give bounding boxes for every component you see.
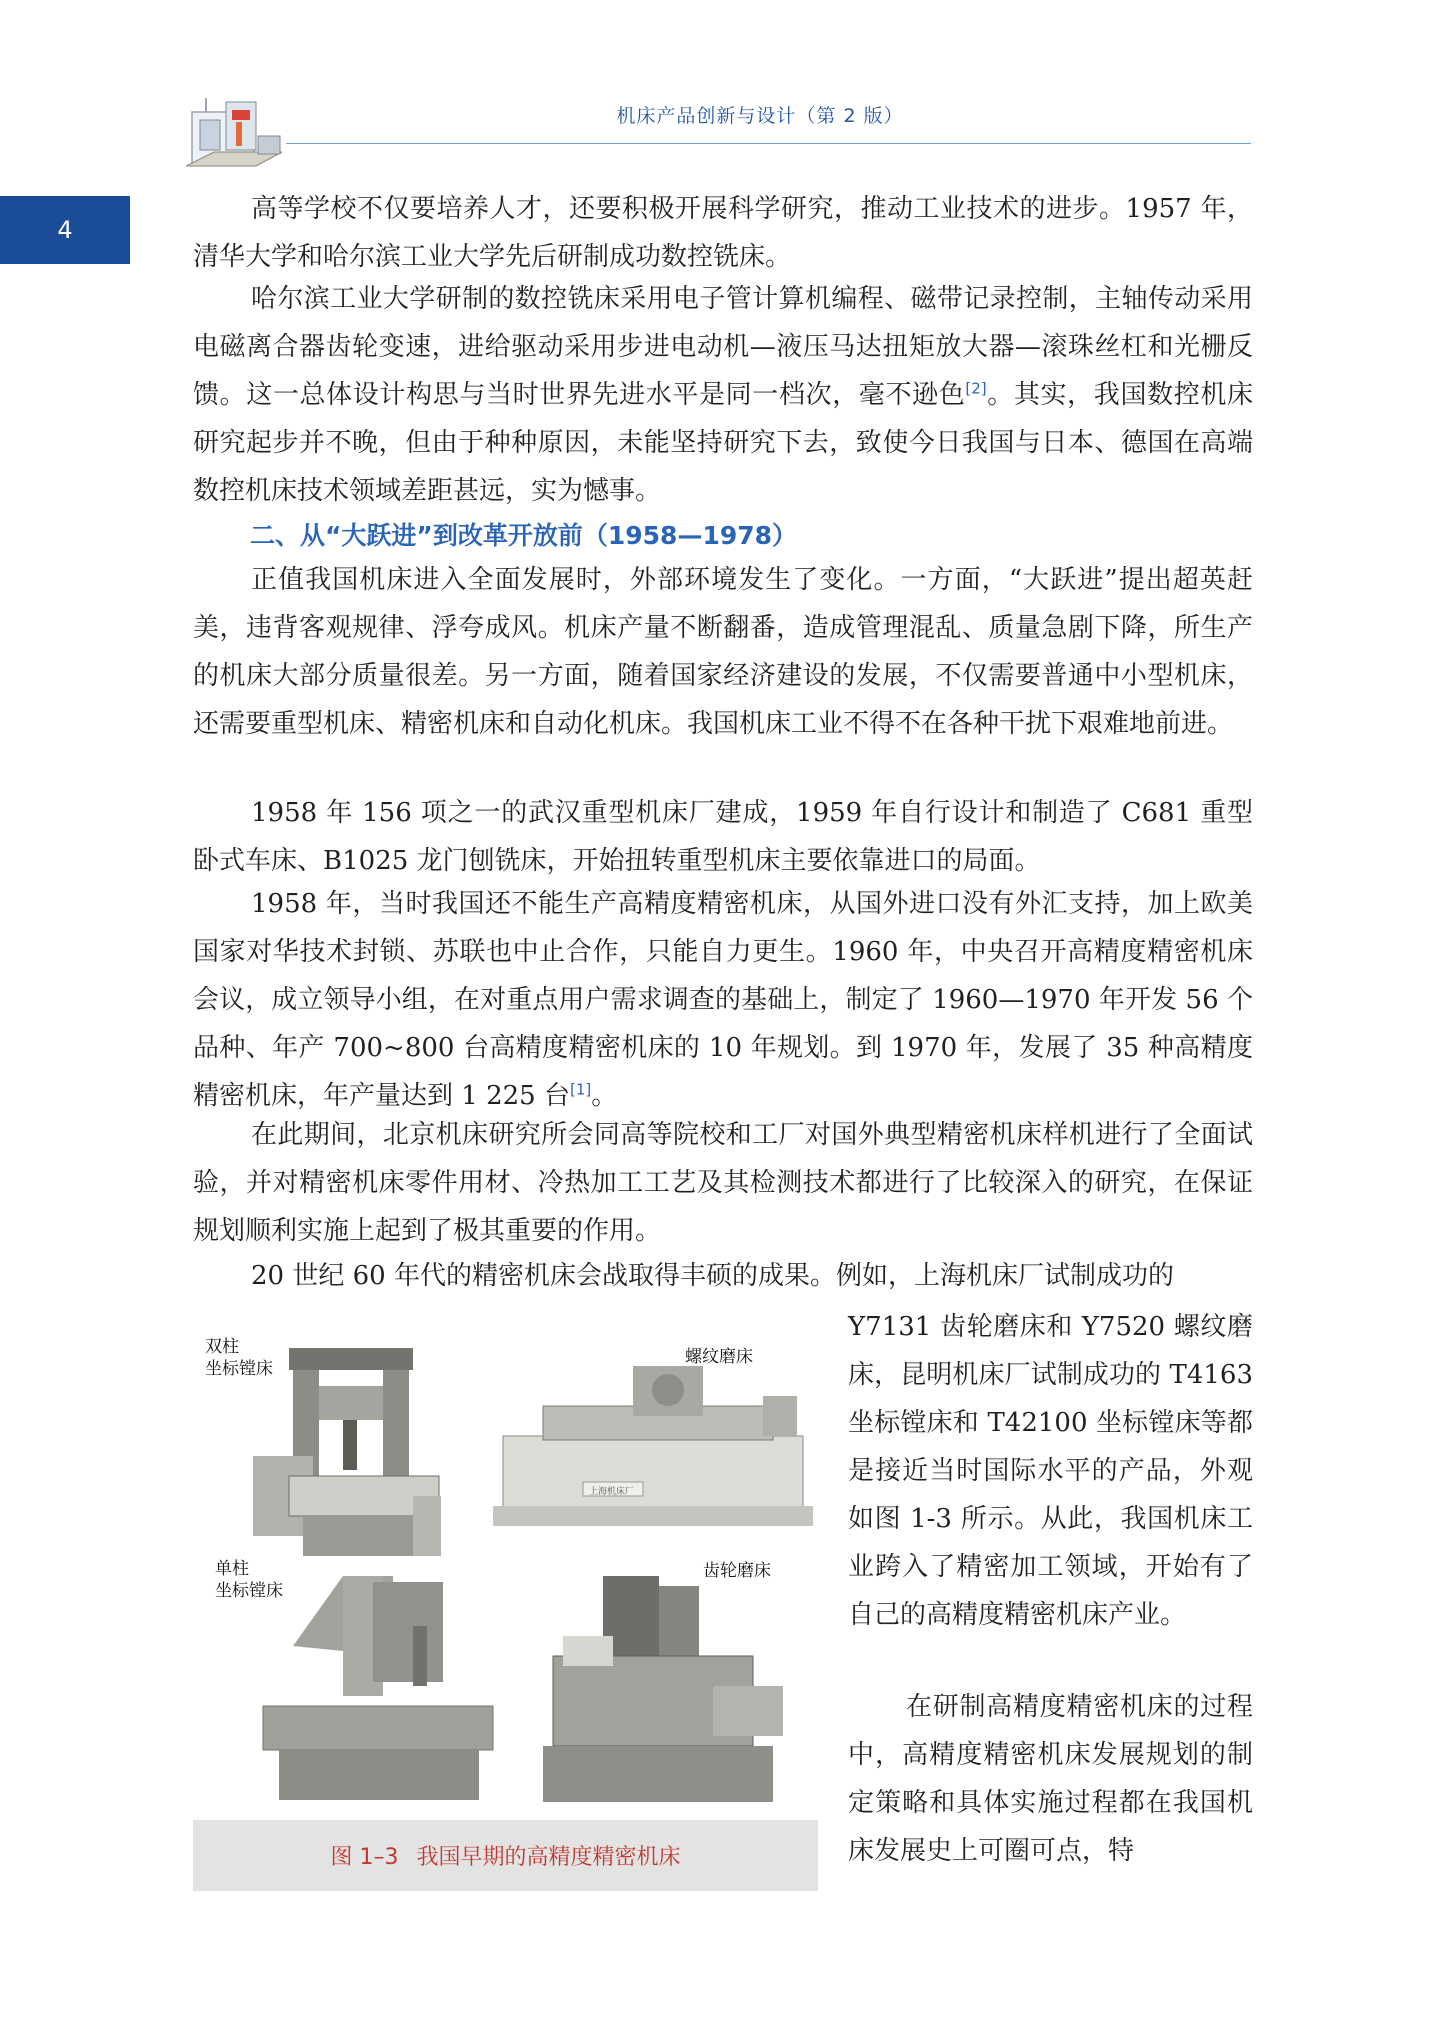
figure-caption-text: 我国早期的高精度精密机床 [416, 1845, 681, 1870]
paragraph-4: 1958 年 156 项之一的武汉重型机床厂建成，1959 年自行设计和制造了 C681 重型卧式车床、B1025 龙门刨铣床，开始扭转重型机床主要依靠进口的局面。 [193, 798, 1253, 876]
label-gear-grinder: 齿轮磨床 [703, 1561, 771, 1581]
header-divider [286, 143, 1251, 144]
paragraph-1: 高等学校不仅要培养人才，还要积极开展科学研究，推动工业技术的进步。1957 年，清华大学和哈尔滨工业大学先后研制成功数控铣床。 [193, 194, 1253, 272]
paragraph-2 [193, 275, 1253, 515]
paragraph-5-tail: 。 [591, 1081, 618, 1111]
paragraph-7-side: Y7131 齿轮磨床和 Y7520 螺纹磨床，昆明机床厂试制成功的 T4163 坐标镗床和 T42100 坐标镗床等都是接近当时国际水平的产品，外观如图 1-3 所示。从此，我国机床工业跨入了精密加工领域，开始有了自己的高精度精密机床产业。 [848, 1312, 1253, 1630]
machine-nameplate: 上海机床厂 [589, 1487, 635, 1497]
paragraph-2-text: 哈尔滨工业大学研制的数控铣床采用电子管计算机编程、磁带记录控制，主轴传动采用电磁离合器齿轮变速，进给驱动采用步进电动机—液压马达扭矩放大器—滚珠丝杠和光栅反馈。这一总体设计构思与当时世界先进水平是同一档次，毫不逊色 [193, 284, 1253, 410]
section-heading: 二、从“大跃进”到改革开放前（1958—1978） [250, 521, 798, 550]
label-single-column-line2: 坐标镗床 [215, 1581, 283, 1601]
paragraph-5-text: 1958 年，当时我国还不能生产高精度精密机床，从国外进口没有外汇支持，加上欧美国家对华技术封锁、苏联也中止合作，只能自力更生。1960 年，中央召开高精度精密机床会议，成立领导小组，在对重点用户需求调查的基础上，制定了 1960—1970 年开发 56 个品种、年产 700~800 台高精度精密机床的 10 年规划。到 1970 年，发展了 35 种高精度精密机床，年产量达到 1 225 台 [193, 889, 1253, 1111]
paragraph-3: 正值我国机床进入全面发展时，外部环境发生了变化。一方面，“大跃进”提出超英赶美，违背客观规律、浮夸成风。机床产量不断翻番，造成管理混乱、质量急剧下降，所生产的机床大部分质量很差。另一方面，随着国家经济建设的发展，不仅需要普通中小型机床，还需要重型机床、精密机床和自动化机床。我国机床工业不得不在各种干扰下艰难地前进。 [193, 565, 1253, 739]
machine-tool-logo-icon [186, 92, 286, 178]
figure-caption [193, 1820, 818, 1891]
label-single-column-line1: 单柱 [215, 1559, 249, 1579]
paragraph-7-intro: 20 世纪 60 年代的精密机床会战取得丰硕的成果。例如，上海机床厂试制成功的 [251, 1261, 1174, 1291]
label-double-column-line1: 双柱 [205, 1337, 239, 1357]
citation-ref-2: [2] [965, 379, 987, 398]
paragraph-8-side: 在研制高精度精密机床的过程中，高精度精密机床发展规划的制定策略和具体实施过程都在我国机床发展史上可圈可点，特 [848, 1692, 1253, 1866]
page-number: 4 [0, 196, 130, 264]
figure-1-3 [193, 1326, 818, 1891]
machine-photos-collage [193, 1326, 818, 1820]
book-title: 机床产品创新与设计（第 2 版） [616, 105, 904, 127]
paragraph-5 [193, 880, 1253, 1120]
paragraph-6: 在此期间，北京机床研究所会同高等院校和工厂对国外典型精密机床样机进行了全面试验，并对精密机床零件用材、冷热加工工艺及其检测技术都进行了比较深入的研究，在保证规划顺利实施上起到了极其重要的作用。 [193, 1120, 1253, 1246]
label-double-column-line2: 坐标镗床 [205, 1359, 273, 1379]
figure-number: 图 1–3 [330, 1845, 399, 1870]
paragraph-2-tail: 。其实，我国数控机床研究起步并不晚，但由于种种原因，未能坚持研究下去，致使今日我国与日本、德国在高端数控机床技术领域差距甚远，实为憾事。 [193, 380, 1253, 506]
label-thread-grinder: 螺纹磨床 [685, 1347, 753, 1367]
citation-ref-1: [1] [569, 1080, 592, 1099]
